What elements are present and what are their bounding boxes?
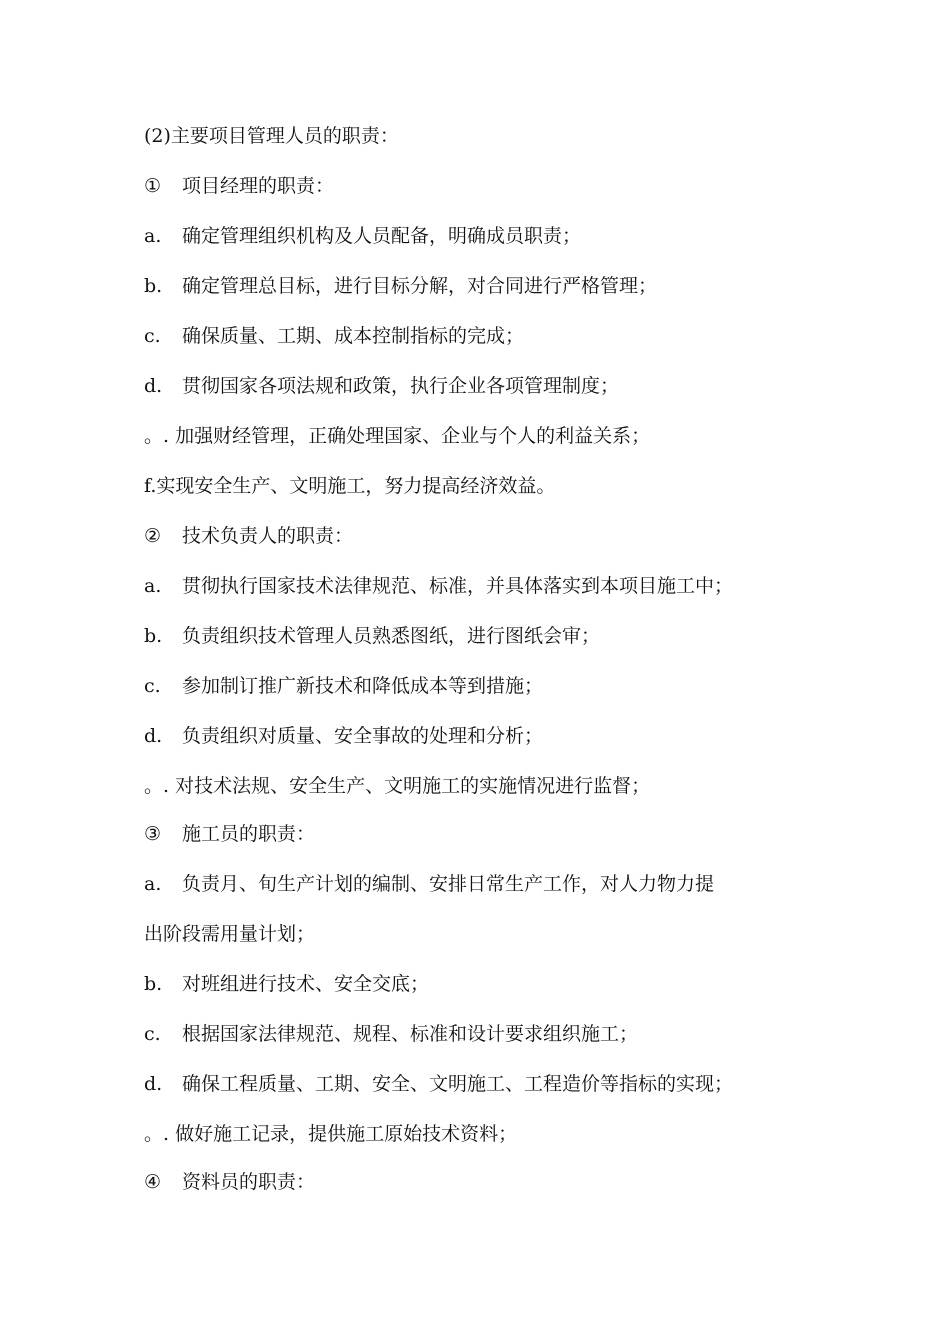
list-marker: c.: [144, 325, 161, 347]
line-text: 确保质量、工期、成本控制指标的完成；: [182, 325, 525, 347]
list-item: [144, 972, 824, 996]
line-text: 。. 做好施工记录，提供施工原始技术资料；: [144, 1123, 518, 1145]
line-text: 。. 对技术法规、安全生产、文明施工的实施情况进行监督；: [144, 775, 651, 797]
line-text: 负责组织技术管理人员熟悉图纸，进行图纸会审；: [182, 625, 601, 647]
list-item: [144, 1122, 824, 1146]
list-item: [144, 474, 824, 498]
list-marker: b.: [144, 973, 163, 995]
line-text: 贯彻国家各项法规和政策，执行企业各项管理制度；: [182, 375, 620, 397]
list-marker: a.: [144, 575, 162, 597]
list-marker: d.: [144, 725, 163, 747]
line-text: 确定管理组织机构及人员配备，明确成员职责；: [182, 225, 582, 247]
list-item: [144, 374, 824, 398]
role-heading-technical-lead: [144, 524, 824, 548]
line-text: 对班组进行技术、安全交底；: [182, 973, 430, 995]
list-marker: d.: [144, 1073, 163, 1095]
list-item: [144, 424, 824, 448]
list-item: [144, 324, 824, 348]
list-marker: ②: [144, 525, 162, 547]
line-text: 负责组织对质量、安全事故的处理和分析；: [182, 725, 544, 747]
list-marker: ④: [144, 1171, 162, 1193]
list-marker: b.: [144, 275, 163, 297]
list-item: [144, 674, 824, 698]
section-heading: [144, 124, 824, 148]
line-text: 技术负责人的职责：: [182, 525, 354, 547]
list-marker: ①: [144, 175, 162, 197]
line-text: 确保工程质量、工期、安全、文明施工、工程造价等指标的实现；: [182, 1073, 734, 1095]
line-text: 根据国家法律规范、规程、标准和设计要求组织施工；: [182, 1023, 639, 1045]
list-item: [144, 774, 824, 798]
list-marker: d.: [144, 375, 163, 397]
line-text: 确定管理总目标，进行目标分解，对合同进行严格管理；: [182, 275, 658, 297]
role-heading-construction-worker: [144, 822, 824, 846]
line-text: 资料员的职责：: [182, 1171, 316, 1193]
role-heading-document-clerk: [144, 1170, 824, 1194]
line-text: 施工员的职责：: [182, 823, 316, 845]
line-text: 。. 加强财经管理，正确处理国家、企业与个人的利益关系；: [144, 425, 651, 447]
list-marker: c.: [144, 675, 161, 697]
line-text: f.实现安全生产、文明施工，努力提高经济效益。: [144, 475, 556, 497]
list-item: [144, 574, 824, 598]
line-text: 贯彻执行国家技术法律规范、标准，并具体落实到本项目施工中；: [182, 575, 734, 597]
list-item: [144, 872, 824, 896]
line-text: 负责月、旬生产计划的编制、安排日常生产工作，对人力物力提: [182, 873, 715, 895]
role-heading-project-manager: [144, 174, 824, 198]
list-item: [144, 1072, 824, 1096]
list-item: [144, 1022, 824, 1046]
list-marker: b.: [144, 625, 163, 647]
line-text: (2)主要项目管理人员的职责：: [144, 125, 399, 147]
list-marker: a.: [144, 225, 162, 247]
list-item: [144, 274, 824, 298]
list-marker: ③: [144, 823, 162, 845]
list-item: [144, 624, 824, 648]
line-text: 项目经理的职责：: [182, 175, 335, 197]
list-item-continuation: [144, 922, 824, 946]
list-item: [144, 224, 824, 248]
list-marker: a.: [144, 873, 162, 895]
line-text: 参加制订推广新技术和降低成本等到措施；: [182, 675, 544, 697]
line-text: 出阶段需用量计划；: [144, 923, 316, 945]
list-marker: c.: [144, 1023, 161, 1045]
list-item: [144, 724, 824, 748]
